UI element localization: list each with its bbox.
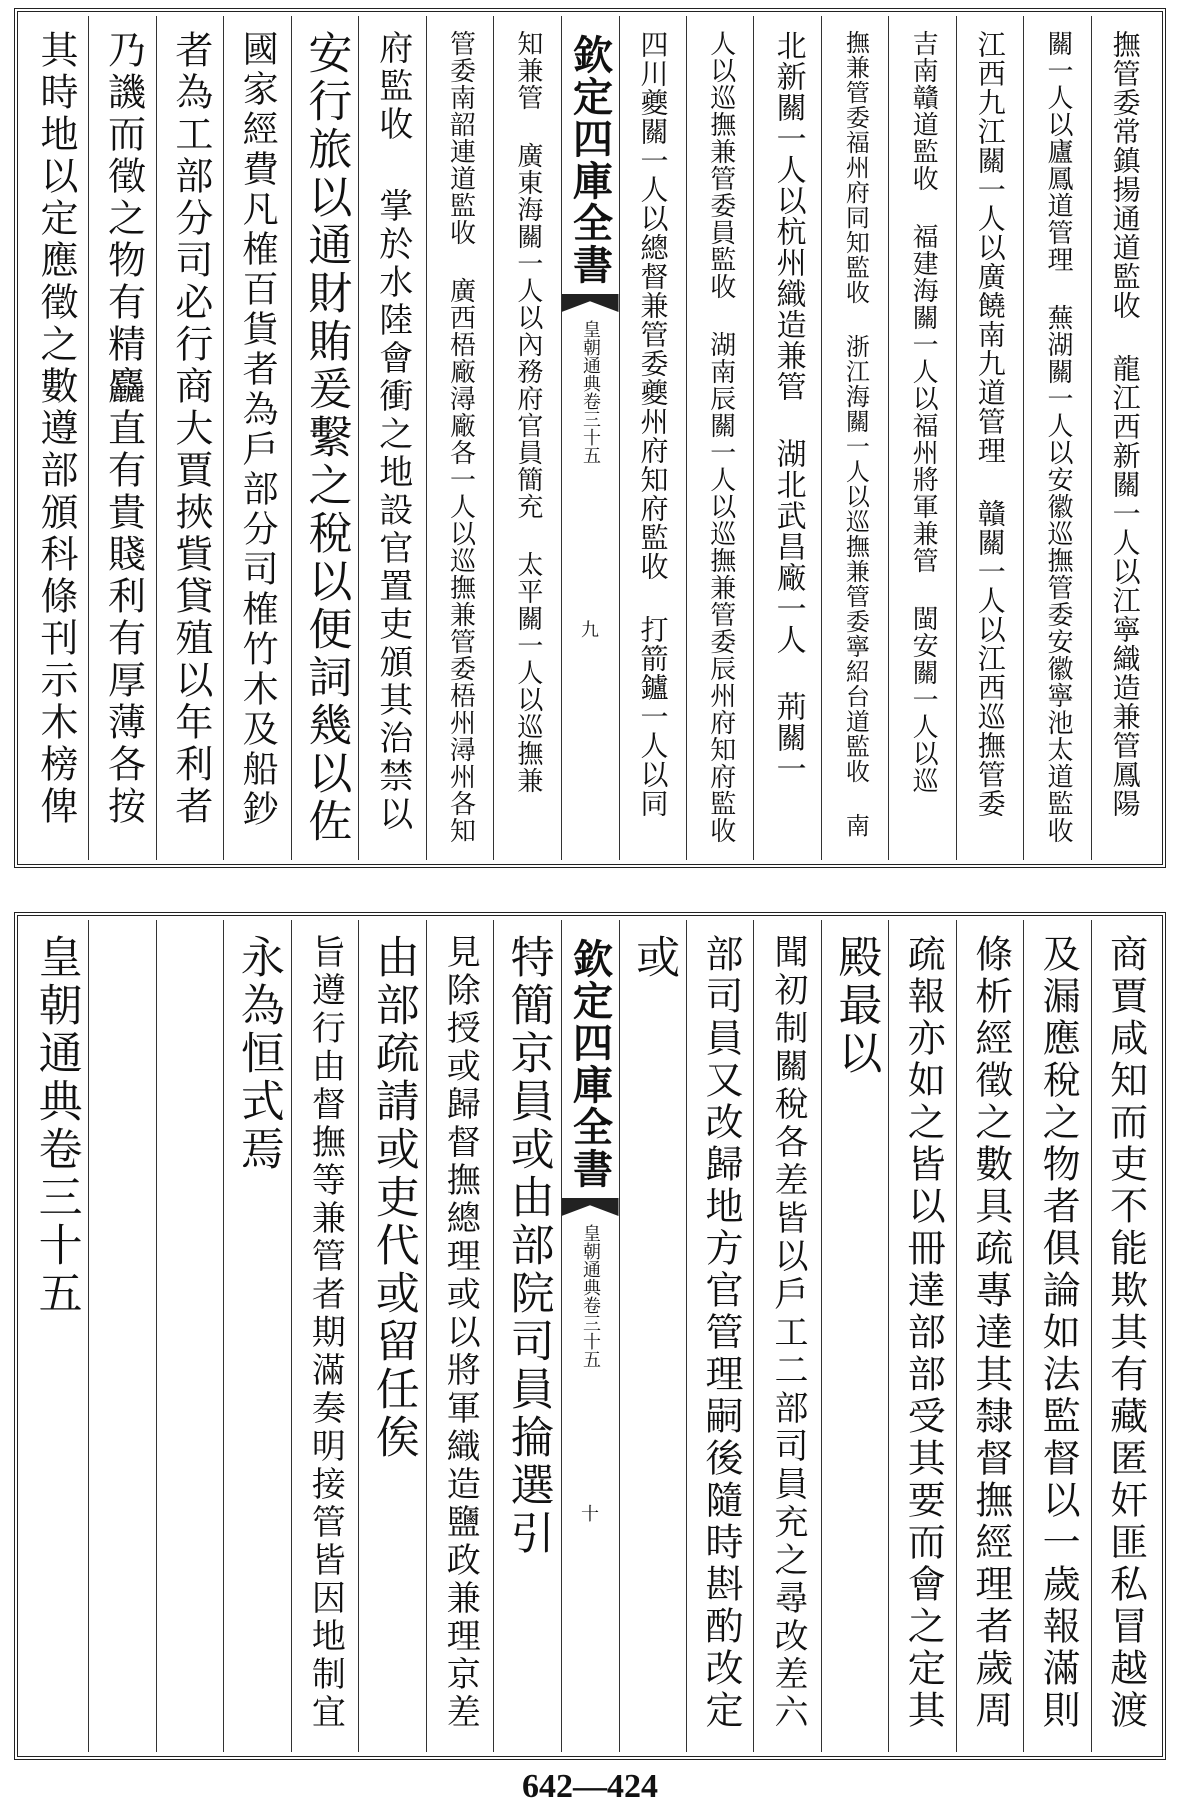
text-column	[619, 16, 686, 860]
column-text: 者為工部分司必行商大賈挾貲貸殖以年利者	[168, 30, 213, 828]
text-column	[88, 16, 155, 860]
text-column	[619, 920, 686, 1752]
text-column	[223, 16, 290, 860]
text-column	[426, 16, 493, 860]
fishtail-mark	[562, 294, 619, 312]
page-number-footer: 642—424	[522, 1768, 658, 1805]
text-column	[22, 920, 88, 1752]
column-text: 撫兼管委福州府同知監收 浙江海關一人以巡撫兼管委寧紹台道監收 南	[841, 30, 870, 838]
column-text: 關一人以廬鳳道管理 蕪湖關一人以安徽巡撫管委安徽寧池太道監收	[1042, 30, 1073, 844]
column-text: 北新關一人以杭州織造兼管 湖北武昌廠一人 荊關一	[770, 30, 806, 784]
text-column	[156, 920, 223, 1752]
column-text: 江西九江關一人以廣饒南九道管理 贛關一人以江西巡撫管委	[973, 30, 1007, 818]
column-text: 人以巡撫兼管委員監收 湖南辰關一人以巡撫兼管委辰州府知府監收	[705, 30, 736, 844]
column-text: 由部疏請或吏代或留任俟	[367, 934, 419, 1462]
text-column	[358, 920, 425, 1752]
column-text: 特簡京員或由部院司員掄選引	[502, 934, 554, 1558]
fishtail-mark	[562, 1198, 619, 1216]
text-column	[223, 920, 290, 1752]
text-column	[956, 920, 1023, 1752]
column-text: 其時地以定應徵之數遵部頒科條刊示木榜俾	[34, 30, 79, 828]
column-text: 旨遵行由督撫等兼管者期滿奏明接管皆因地制宜	[305, 934, 346, 1732]
text-column	[686, 16, 753, 860]
chapter-number: 卷三十五	[580, 392, 601, 464]
column-text: 撫管委常鎮揚通道監收 龍江西新關一人以江寧織造兼管鳳陽	[1108, 30, 1142, 818]
column-text: 安行旅以通財賄爰繫之稅以便詞幾以佐	[300, 30, 352, 846]
center-fold-column	[561, 16, 619, 860]
center-fold-column	[561, 920, 619, 1752]
text-column	[753, 920, 820, 1752]
text-column	[493, 16, 560, 860]
column-text: 國家經費凡榷百貨者為戶部分司榷竹木及船鈔	[237, 30, 279, 830]
column-text: 知兼管 廣東海關一人以內務府官員簡充 太平關一人以巡撫兼	[512, 30, 543, 794]
column-text: 殿最以	[830, 934, 882, 1078]
text-column	[88, 920, 155, 1752]
text-column	[493, 920, 560, 1752]
bottom-columns	[22, 920, 1158, 1752]
text-column	[753, 16, 820, 860]
column-text: 府監收 掌於水陸會衝之地設官置吏頒其治禁以	[372, 30, 413, 834]
column-text: 或	[628, 934, 680, 982]
bottom-page	[14, 912, 1166, 1760]
text-column	[1023, 920, 1090, 1752]
text-column	[956, 16, 1023, 860]
column-text: 及漏應稅之物者俱論如法監督以一歲報滿則	[1036, 934, 1081, 1732]
column-text: 吉南贛道監收 福建海關一人以福州將軍兼管 閩安關一人以巡	[908, 30, 939, 794]
column-text: 部司員又改歸地方官管理嗣後隨時斟酌改定	[698, 934, 743, 1732]
column-text: 永為恒式焉	[232, 934, 284, 1174]
text-column	[1091, 16, 1158, 860]
chapter-number: 卷三十五	[580, 1296, 601, 1368]
text-column	[888, 16, 955, 860]
column-text: 乃譏而徵之物有精麤直有貴賤利有厚薄各按	[101, 30, 146, 828]
leaf-number: 十	[581, 1504, 599, 1525]
text-column	[358, 16, 425, 860]
column-text: 皇朝通典卷三十五	[30, 934, 82, 1318]
text-column	[888, 920, 955, 1752]
text-column	[426, 920, 493, 1752]
leaf-number: 九	[581, 620, 599, 641]
book-title: 欽定四庫全書	[566, 938, 614, 1190]
top-page	[14, 8, 1166, 868]
book-title: 欽定四庫全書	[566, 34, 614, 286]
text-column	[156, 16, 223, 860]
text-column	[291, 920, 358, 1752]
text-column	[22, 16, 88, 860]
text-column	[1091, 920, 1158, 1752]
volume-name: 皇朝通典	[580, 320, 601, 392]
text-column	[821, 920, 888, 1752]
column-text: 商賈咸知而吏不能欺其有藏匿奸匪私冒越渡	[1103, 934, 1148, 1732]
volume-name: 皇朝通典	[580, 1224, 601, 1296]
text-column	[686, 920, 753, 1752]
column-text: 見除授或歸督撫總理或以將軍織造鹽政兼理京差	[440, 934, 481, 1732]
column-text: 疏報亦如之皆以冊達部部受其要而會之定其	[901, 934, 946, 1732]
top-columns	[22, 16, 1158, 860]
column-text: 管委南韶連道監收 廣西梧廠潯廠各一人以巡撫兼管委梧州潯州各知	[445, 30, 476, 844]
column-text: 聞初制關稅各差皆以戶工二部司員充之尋改差六	[767, 934, 808, 1732]
column-text: 條析經徵之數具疏專達其隸督撫經理者歲周	[968, 934, 1013, 1732]
text-column	[291, 16, 358, 860]
text-column	[821, 16, 888, 860]
column-text: 四川夔關一人以總督兼管委夔州府知府監收 打箭鑪一人以同	[636, 30, 670, 818]
text-column	[1023, 16, 1090, 860]
